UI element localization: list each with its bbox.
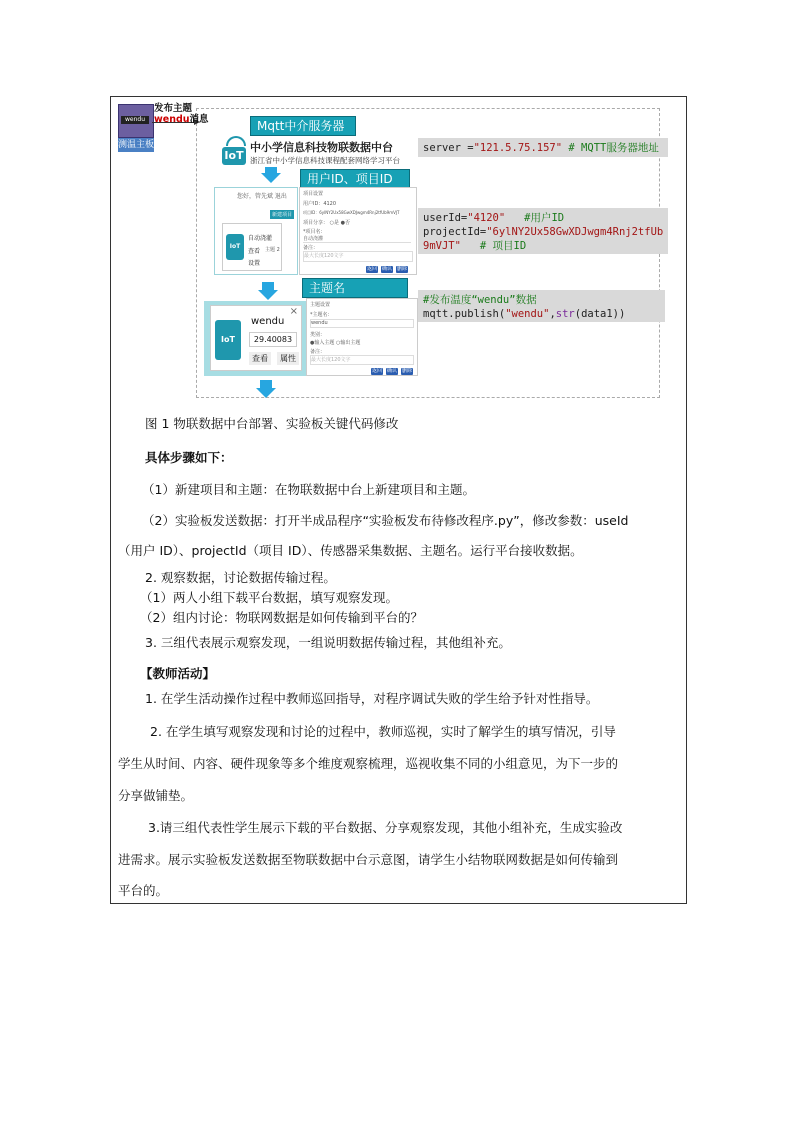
ui1-dialog: 项目设置 用户ID：4120 项目ID：6ylNY2Ux58GwXDJwgm4Rnj2tfUb9mVJT 项目分享： ○是 ●否 *项目名： 自动浇灌 备注： 最大长度120文字 返回 确认 删除	[299, 187, 417, 275]
observe-3: 3. 三组代表展示观察发现，一组说明数据传输过程，其他组补充。	[145, 635, 511, 650]
teacher-3-line-1: 3.请三组代表性学生展示下载的平台数据、分享观察发现，其他小组补充，生成实验改	[148, 820, 623, 835]
publish-label: 发布主题 wendu消息	[154, 103, 209, 125]
ui1-delete-button[interactable]: 删除	[396, 266, 407, 272]
observe-1: （1）两人小组下载平台数据，填写观察发现。	[140, 590, 398, 605]
ui2-attr-button[interactable]: 属性	[277, 352, 299, 365]
ui1-back-button[interactable]: 返回	[366, 266, 377, 272]
ui1-main: 您好，管先斌 退出 新建项目 IoT 自动浇灌 查看 主题 2 设置	[214, 187, 298, 275]
teacher-2-line-3: 分享做铺垫。	[118, 788, 194, 803]
code-publish: #发布温度“wendu”数据 mqtt.publish("wendu",str(data1))	[418, 290, 665, 322]
teacher-1: 1. 在学生活动操作过程中教师巡回指导，对程序调试失败的学生给予针对性指导。	[145, 691, 599, 706]
step-1: （1）新建项目和主题：在物联数据中台上新建项目和主题。	[142, 482, 475, 497]
teacher-3-line-2: 进需求。展示实验板发送数据至物联数据中台示意图，请学生小结物联网数据是如何传输到	[118, 852, 619, 867]
user-project-label: 用户ID、项目ID	[300, 169, 410, 189]
board-chip: wendu	[121, 116, 149, 124]
teacher-heading: 【教师活动】	[140, 666, 216, 681]
ui2-device-card[interactable]: × IoT wendu 29.40083 查看 属性	[210, 305, 302, 371]
platform-subtitle: 浙江省中小学信息科技课程配套网络学习平台	[250, 156, 400, 165]
ui2-value-box: 29.40083	[249, 332, 297, 347]
close-icon[interactable]: ×	[289, 306, 298, 317]
ui1-device-card[interactable]: IoT 自动浇灌 查看 主题 2 设置	[222, 223, 282, 271]
sensor-board	[118, 104, 154, 138]
new-project-button[interactable]: 新建项目	[271, 212, 292, 218]
code-user: userId="4120" #用户ID projectId="6ylNY2Ux58GwXDJwgm4Rnj2tfUb 9mVJT" # 项目ID	[418, 208, 668, 254]
observe-heading: 2. 观察数据，讨论数据传输过程。	[145, 570, 336, 585]
ui2-desc-input[interactable]: 最大长度120文字	[310, 355, 414, 365]
step-2-line-1: （2）实验板发送数据：打开半成品程序“实验板发布待修改程序.py”，修改参数：useId	[142, 513, 629, 528]
ui2-confirm-button[interactable]: 确认	[386, 368, 397, 374]
topic-label: 主题名	[302, 278, 408, 298]
ui2-dialog: 主题设置 *主题名： wendu 类别： ●输入主题 ○输出主题 备注： 最大长度120文字 返回 确认 删除	[306, 298, 418, 376]
step-2-line-2: （用户 ID）、projectId（项目 ID）、传感器采集数据、主题名。运行平台接收数据。	[118, 543, 583, 558]
ui2-device-icon: IoT	[215, 320, 241, 360]
ui2-back-button[interactable]: 返回	[371, 368, 382, 374]
observe-2: （2）组内讨论：物联网数据是如何传输到平台的？	[140, 610, 423, 625]
code-server: server ="121.5.75.157" # MQTT服务器地址	[418, 138, 668, 157]
teacher-2-line-2: 学生从时间、内容、硬件现象等多个维度观察梳理，巡视收集不同的小组意见，为下一步的	[118, 756, 619, 771]
iot-logo: IoT	[222, 147, 246, 165]
platform-title: 中小学信息科技物联数据中台	[250, 141, 393, 154]
board-label: 测温主板	[118, 140, 155, 150]
teacher-3-line-3: 平台的。	[118, 883, 169, 898]
ui2-delete-button[interactable]: 删除	[401, 368, 412, 374]
ui1-name-input[interactable]: 自动浇灌	[303, 235, 411, 243]
ui2-view-button[interactable]: 查看	[249, 352, 271, 365]
ui1-confirm-button[interactable]: 确认	[381, 266, 392, 272]
mqtt-label: Mqtt中介服务器	[250, 116, 356, 136]
steps-heading: 具体步骤如下：	[145, 450, 233, 465]
ui1-device-icon: IoT	[226, 234, 244, 260]
figure-caption: 图 1 物联数据中台部署、实验板关键代码修改	[145, 416, 399, 431]
ui1-desc-input[interactable]: 最大长度120文字	[303, 251, 413, 262]
teacher-2-line-1: 2. 在学生填写观察发现和讨论的过程中，教师巡视，实时了解学生的填写情况，引导	[150, 724, 616, 739]
ui2-topic-input[interactable]: wendu	[310, 319, 414, 328]
